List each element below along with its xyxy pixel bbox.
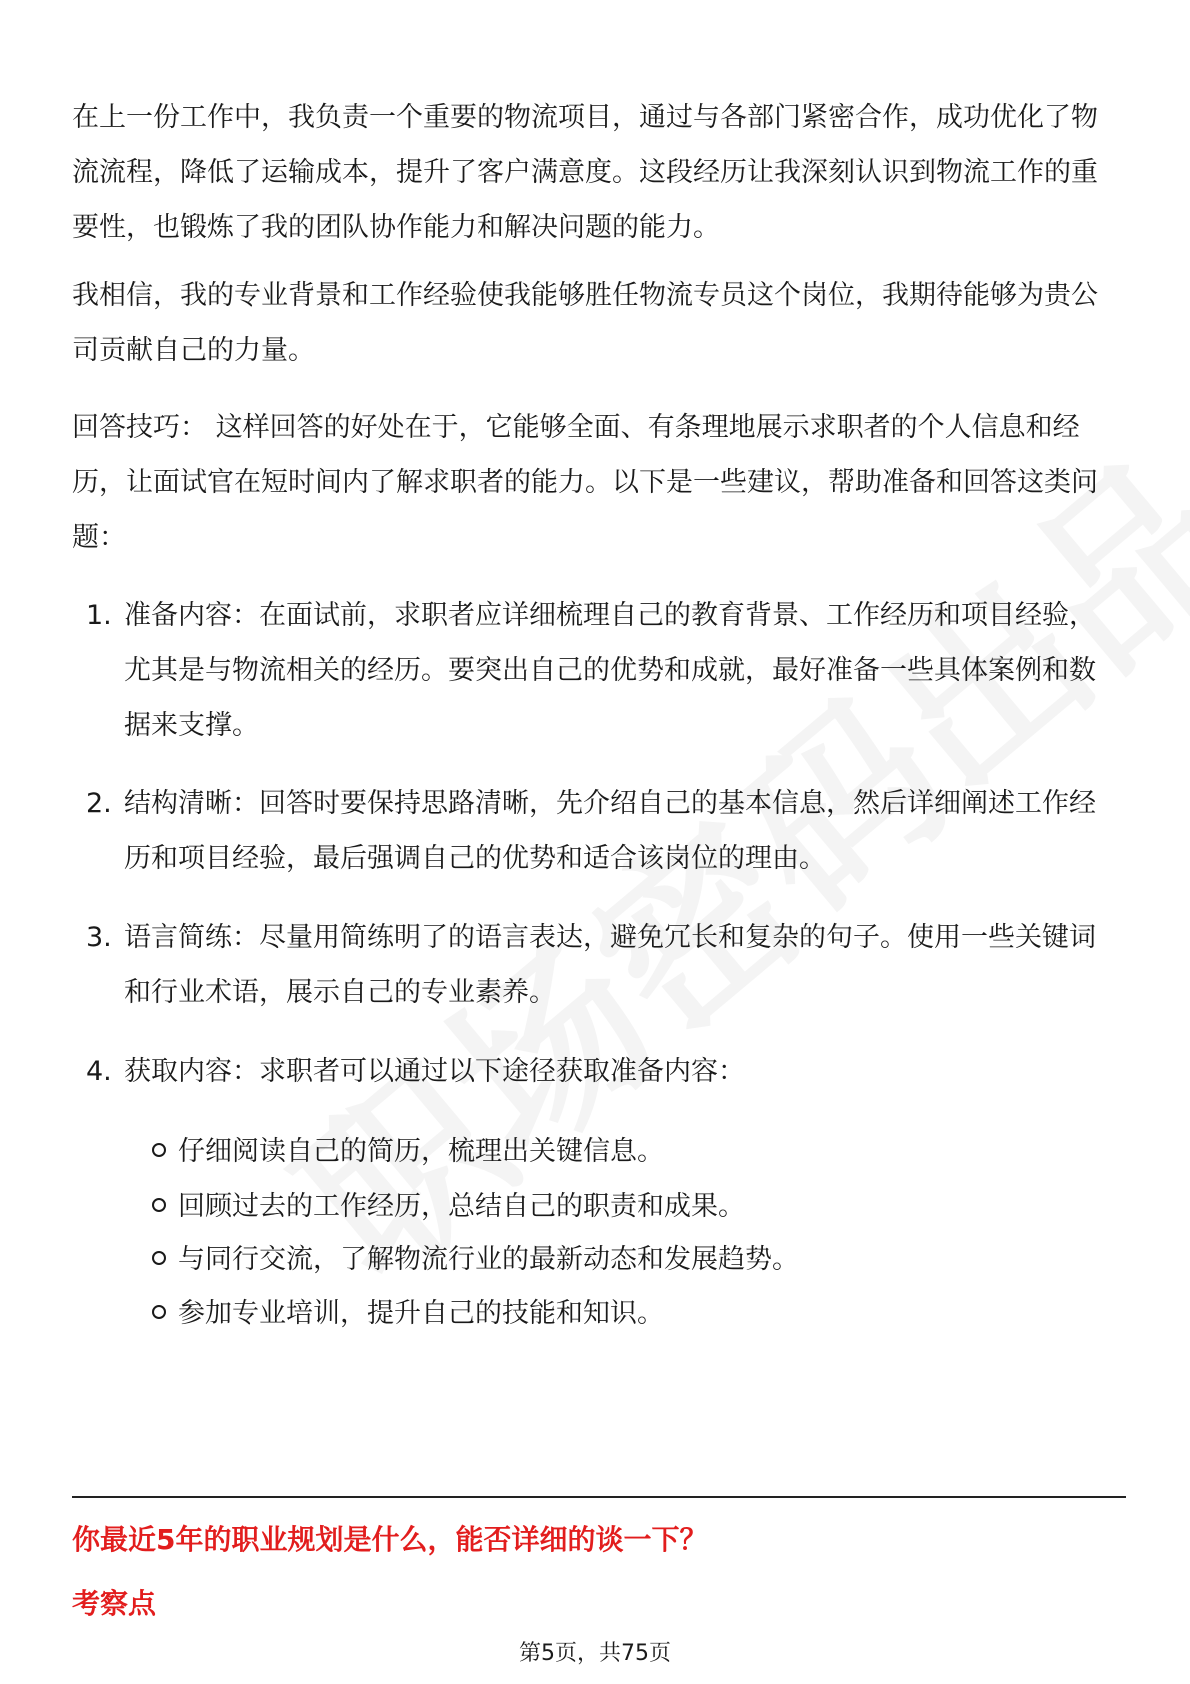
circle-bullet-icon (152, 1143, 166, 1157)
section-subheading: 考察点 (72, 1587, 157, 1620)
tip-text: 结构清晰：回答时要保持思路清晰，先介绍自己的基本信息，然后详细阐述工作经历和项目经验，最后强调自己的优势和适合该岗位的理由。 (124, 788, 1096, 874)
sub-item-text: 与同行交流，了解物流行业的最新动态和发展趋势。 (178, 1244, 799, 1275)
paragraph-experience: 在上一份工作中，我负责一个重要的物流项目，通过与各部门紧密合作，成功优化了物流流程，降低了运输成本，提升了客户满意度。这段经历让我深刻认识到物流工作的重要性，也锻炼了我的团队协作能力和解决问题的能力。 (72, 102, 1098, 243)
paragraph-confidence: 我相信，我的专业背景和工作经验使我能够胜任物流专员这个岗位，我期待能够为贵公司贡献自己的力量。 (72, 280, 1098, 366)
tip-number: 3. (86, 922, 112, 953)
section-divider (72, 1496, 1126, 1498)
tip-number: 1. (86, 600, 112, 631)
circle-bullet-icon (152, 1305, 166, 1319)
sub-list-item (152, 1124, 1122, 1179)
paragraph-answer-tips: 回答技巧： 这样回答的好处在于，它能够全面、有条理地展示求职者的个人信息和经历，让面试官在短时间内了解求职者的能力。以下是一些建议，帮助准备和回答这类问题： (72, 412, 1098, 553)
tip-text: 获取内容：求职者可以通过以下途径获取准备内容： (124, 1056, 745, 1087)
sub-item-text: 回顾过去的工作经历，总结自己的职责和成果。 (178, 1191, 745, 1222)
next-question-heading: 你最近5年的职业规划是什么，能否详细的谈一下？ (72, 1523, 708, 1556)
tip-number: 4. (86, 1056, 112, 1087)
tip-number: 2. (86, 788, 112, 819)
tip-item-2 (72, 776, 1122, 886)
tip-item-3 (72, 910, 1122, 1020)
circle-bullet-icon (152, 1251, 166, 1265)
sub-list-item (152, 1179, 1122, 1234)
circle-bullet-icon (152, 1198, 166, 1212)
page-footer: 第5页，共75页 (519, 1641, 671, 1666)
sub-item-text: 仔细阅读自己的简历，梳理出关键信息。 (178, 1136, 664, 1167)
tip-text: 准备内容：在面试前，求职者应详细梳理自己的教育背景、工作经历和项目经验，尤其是与物流相关的经历。要突出自己的优势和成就，最好准备一些具体案例和数据来支撑。 (124, 600, 1096, 741)
sub-item-text: 参加专业培训，提升自己的技能和知识。 (178, 1298, 664, 1329)
sub-list-item (152, 1232, 1122, 1287)
tip-text: 语言简练：尽量用简练明了的语言表达，避免冗长和复杂的句子。使用一些关键词和行业术语，展示自己的专业素养。 (124, 922, 1096, 1008)
tip-item-1 (72, 588, 1122, 753)
sub-list-item (152, 1286, 1122, 1341)
tip-item-4 (72, 1044, 1122, 1099)
